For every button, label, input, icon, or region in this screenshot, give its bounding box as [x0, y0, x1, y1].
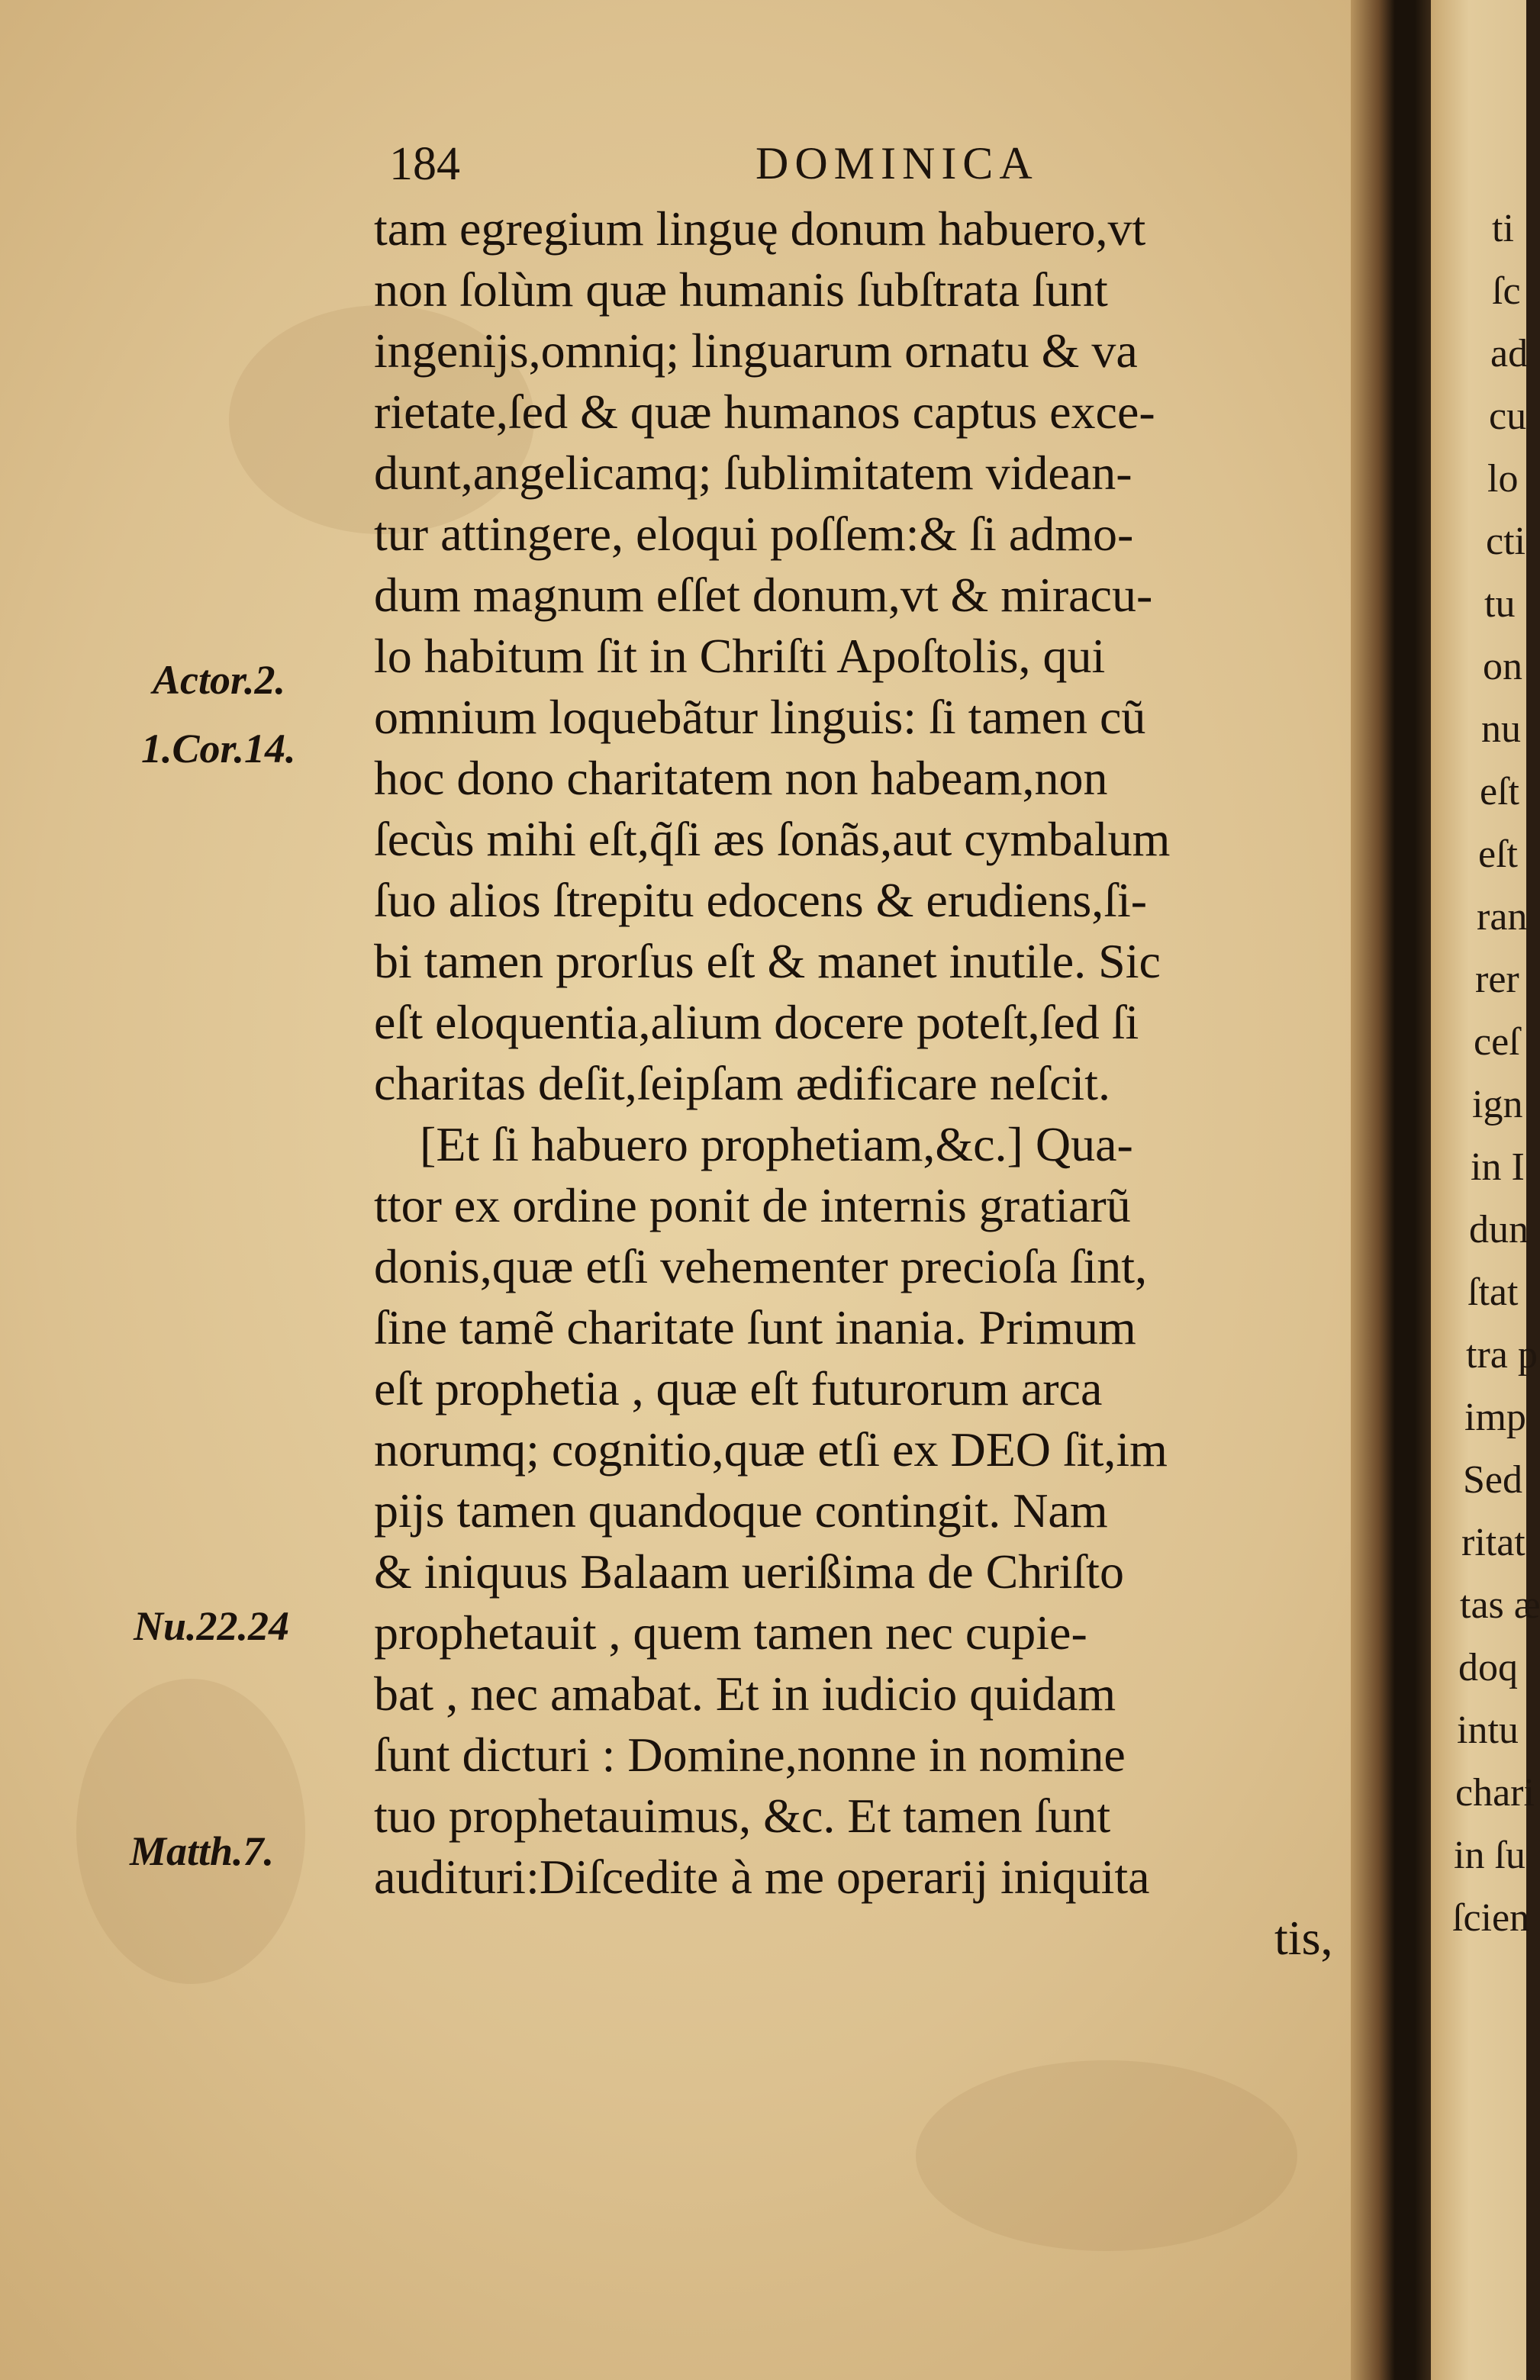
facing-line: tas æ	[1460, 1583, 1540, 1627]
text-line: rietate,ſed & quæ humanos captus exce-	[374, 385, 1155, 439]
text-line: ingenijs,omniq; linguarum ornatu & va	[374, 324, 1138, 378]
text-line: dum magnum eſſet donum,vt & miracu-	[374, 568, 1153, 622]
facing-line: ſc	[1492, 269, 1521, 313]
text-line: dunt,angelicamq; ſublimitatem videan-	[374, 446, 1132, 500]
page-number: 184	[389, 138, 460, 190]
text-line: non ſolùm quæ humanis ſubſtrata ſunt	[374, 262, 1108, 317]
text-line: tur attingere, eloqui poſſem:& ſi admo-	[374, 507, 1134, 561]
text-line: tis,	[1274, 1911, 1333, 1965]
facing-page-edge	[1431, 0, 1540, 2380]
text-line: ſuo alios ſtrepitu edocens & erudiens,ſi-	[374, 873, 1148, 927]
text-line: ttor ex ordine ponit de internis gratiarũ	[374, 1178, 1131, 1232]
facing-line: cu	[1489, 395, 1527, 438]
facing-line: in I	[1471, 1145, 1525, 1189]
text-line: tam egregium linguę donum habuero,vt	[374, 201, 1146, 256]
book-gutter	[1351, 0, 1431, 2380]
text-line: pijs tamen quandoque contingit. Nam	[374, 1483, 1108, 1538]
facing-line: ritat	[1461, 1521, 1526, 1564]
text-line: ſunt dicturi : Domine,nonne in nomine	[374, 1728, 1126, 1782]
text-line: omnium loquebãtur linguis: ſi tamen cũ	[374, 690, 1146, 744]
text-line: eſt eloquentia,alium docere poteſt,ſed ſi	[374, 995, 1139, 1049]
facing-line: eſt	[1478, 833, 1518, 876]
margin-note-matthew: Matth.7.	[130, 1828, 275, 1874]
facing-line: lo	[1487, 457, 1519, 501]
running-head: DOMINICA	[756, 138, 1039, 188]
facing-line: rer	[1475, 958, 1519, 1001]
text-line: ſine tamẽ charitate ſunt inania. Primum	[374, 1300, 1136, 1354]
facing-line: doq	[1458, 1646, 1518, 1689]
facing-line: dun	[1469, 1208, 1529, 1251]
text-line: audituri:Diſcedite à me operarij iniquita	[374, 1850, 1150, 1904]
facing-line: ti	[1492, 207, 1514, 250]
text-line: norumq; cognitio,quæ etſi ex DEO ſit,im	[374, 1422, 1168, 1477]
facing-line: tra p	[1466, 1333, 1538, 1377]
facing-line: tu	[1484, 582, 1516, 626]
margin-note-acts: Actor.2.	[153, 657, 286, 703]
facing-line: cti	[1486, 520, 1526, 563]
paper-stain	[916, 2060, 1297, 2251]
text-line: hoc dono charitatem non habeam,non	[374, 751, 1108, 805]
facing-line: ceſ	[1474, 1020, 1520, 1064]
facing-line: ad	[1490, 332, 1529, 375]
margin-note-1-corinthians: 1.Cor.14.	[141, 726, 296, 771]
facing-line: eſt	[1480, 770, 1519, 813]
text-line: lo habitum ſit in Chriſti Apoſtolis, qui	[374, 629, 1106, 683]
text-line: tuo prophetauimus, &c. Et tamen ſunt	[374, 1789, 1111, 1843]
text-line: donis,quæ etſi vehementer precioſa ſint,	[374, 1239, 1148, 1293]
text-line: prophetauit , quem tamen nec cupie-	[374, 1605, 1087, 1660]
facing-line: ſtat	[1468, 1271, 1519, 1314]
facing-line: chari	[1455, 1771, 1535, 1815]
text-line: [Et ſi habuero prophetiam,&c.] Qua-	[420, 1117, 1133, 1171]
facing-line: on	[1483, 645, 1522, 688]
page-header	[389, 137, 1152, 198]
margin-note-numbers: Nu.22.24	[134, 1603, 290, 1649]
text-line: bi tamen prorſus eſt & manet inutile. Sic	[374, 934, 1161, 988]
facing-line: ran	[1477, 895, 1528, 939]
text-line: & iniquus Balaam uerißima de Chriſto	[374, 1544, 1124, 1599]
facing-line: ſcien	[1452, 1896, 1530, 1940]
text-line: charitas deſit,ſeipſam ædificare neſcit.	[374, 1056, 1110, 1110]
facing-line: Sed	[1463, 1458, 1522, 1502]
text-line: ſecùs mihi eſt,q̃ſi æs ſonãs,aut cymbalum	[374, 812, 1171, 866]
facing-line: ign	[1472, 1083, 1523, 1126]
facing-line: intu	[1457, 1709, 1519, 1752]
facing-line: in ſu	[1454, 1834, 1526, 1877]
text-line: eſt prophetia , quæ eſt futurorum arca	[374, 1361, 1103, 1415]
facing-line: nu	[1481, 707, 1521, 751]
text-line: bat , nec amabat. Et in iudicio quidam	[374, 1667, 1116, 1721]
facing-line: imp	[1464, 1396, 1526, 1439]
